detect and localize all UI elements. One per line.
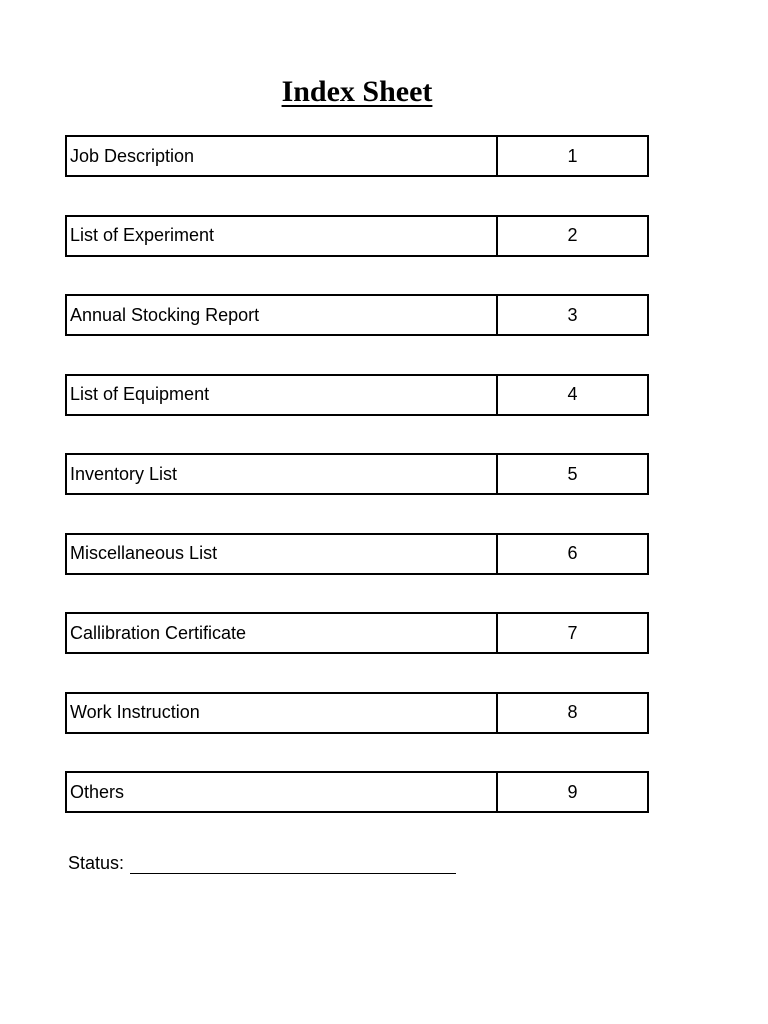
status-field (68, 853, 456, 874)
index-row-number: 7 (567, 622, 578, 643)
index-row-number: 4 (567, 384, 578, 404)
page-title: Index Sheet (281, 75, 433, 108)
index-row-job-description (65, 135, 649, 177)
index-row-inventory-list (65, 453, 649, 495)
index-row-miscellaneous-list (65, 533, 649, 575)
index-row-label: List of Equipment (67, 376, 498, 414)
status-label: Status: (68, 853, 125, 873)
index-row-number: 8 (567, 702, 578, 722)
index-table (65, 135, 649, 851)
index-row-number: 5 (567, 463, 578, 484)
index-row-list-of-equipment (65, 374, 649, 416)
index-row-label: List of Experiment (67, 217, 498, 255)
index-row-others (65, 771, 649, 813)
index-row-callibration-certificate (65, 612, 649, 654)
status-blank-line (130, 853, 456, 874)
index-row-number: 3 (567, 304, 578, 325)
index-row-number: 1 (567, 145, 578, 166)
index-row-list-of-experiment (65, 215, 649, 257)
index-row-number: 9 (567, 781, 578, 802)
index-row-number: 6 (567, 543, 578, 563)
index-row-label: Callibration Certificate (67, 614, 498, 652)
index-row-label: Work Instruction (67, 694, 498, 732)
index-row-label: Miscellaneous List (67, 535, 498, 573)
index-row-number: 2 (567, 225, 578, 245)
index-row-label: Job Description (67, 137, 498, 175)
index-row-annual-stocking-report (65, 294, 649, 336)
index-row-work-instruction (65, 692, 649, 734)
index-row-label: Others (67, 773, 498, 811)
index-row-label: Inventory List (67, 455, 498, 493)
index-row-label: Annual Stocking Report (67, 296, 498, 334)
